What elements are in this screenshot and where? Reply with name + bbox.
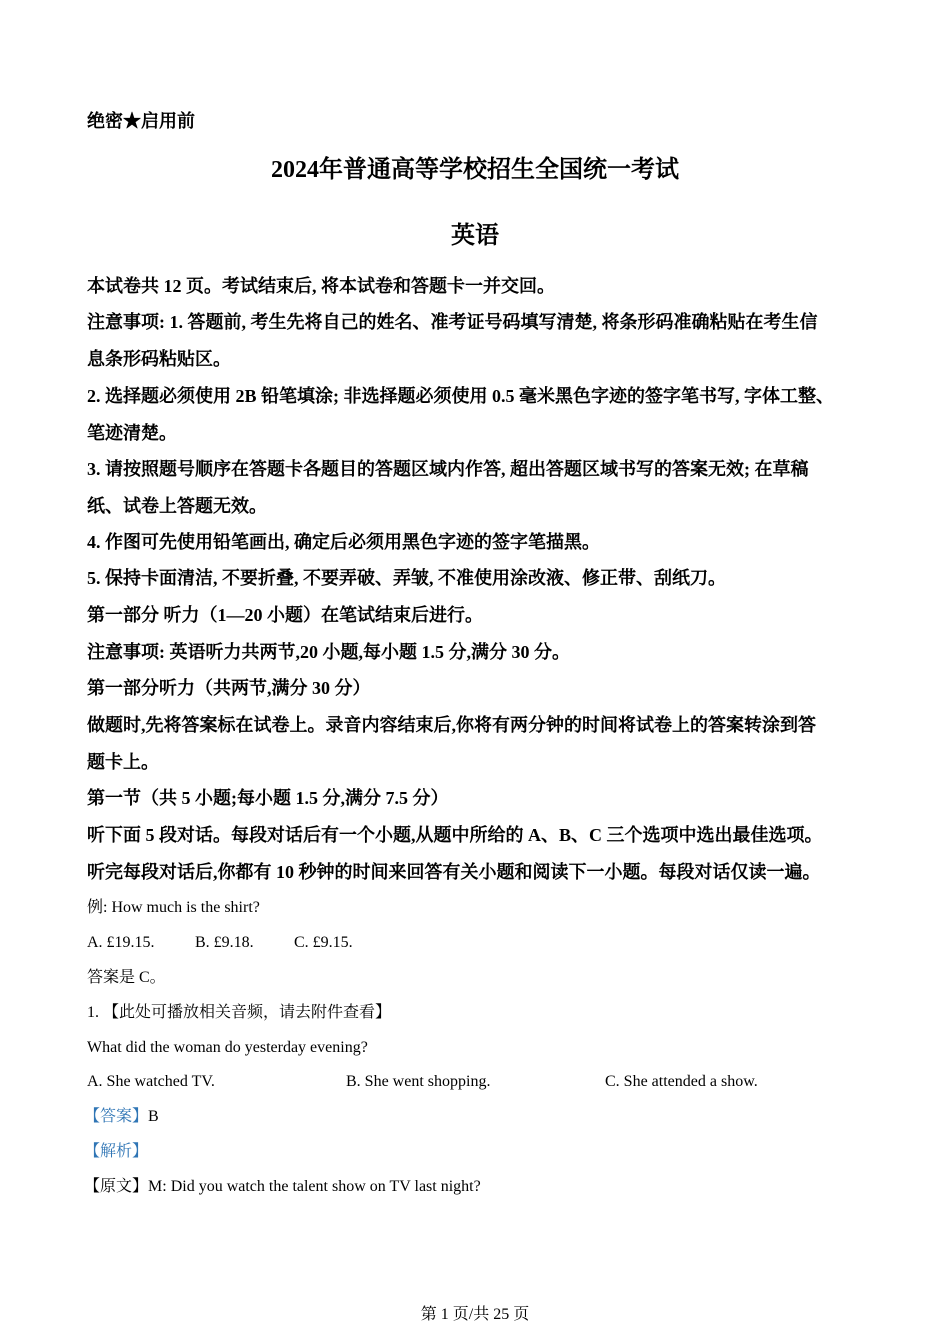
section-heading: 第一部分 听力（1—20 小题）在笔试结束后进行。 [87,605,483,625]
example-answer: 答案是 C。 [87,969,166,986]
instruction-line: 本试卷共 12 页。考试结束后, 将本试卷和答题卡一并交回。 [87,276,555,296]
section-heading: 第一节（共 5 小题;每小题 1.5 分,满分 7.5 分） [87,788,449,808]
answer-label: 【答案】 [84,1108,149,1125]
instruction-line: 听下面 5 段对话。每段对话后有一个小题,从题中所给的 A、B、C 三个选项中选出最佳选项。 [87,825,823,845]
example-option-b: B. £9.18. [195,934,254,951]
example-question: 例: How much is the shirt? [87,899,260,916]
audio-note[interactable]: 1. 【此处可播放相关音频，请去附件查看】 [87,1004,392,1021]
analysis-label: 【解析】 [84,1143,149,1160]
instruction-line: 5. 保持卡面清洁, 不要折叠, 不要弄破、弄皱, 不准使用涂改液、修正带、刮纸刀。 [87,568,726,588]
instruction-line: 做题时,先将答案标在试卷上。录音内容结束后,你将有两分钟的时间将试卷上的答案转涂到答 [87,715,816,735]
instruction-line: 3. 请按照题号顺序在答题卡各题目的答题区域内作答, 超出答题区域书写的答案无效; 在草稿 [87,459,809,479]
page-footer: 第 1 页/共 25 页 [420,1306,530,1323]
transcript-label: 【原文】 [84,1178,149,1195]
instruction-line: 题卡上。 [87,752,159,772]
question-1: What did the woman do yesterday evening? [87,1039,368,1056]
transcript-row [84,1179,481,1195]
q1-option-b: B. She went shopping. [346,1073,491,1090]
instruction-line: 笔迹清楚。 [87,423,177,443]
confidential-header: 绝密★启用前 [87,111,195,131]
exam-title: 2024年普通高等学校招生全国统一考试 [271,157,679,183]
q1-option-a: A. She watched TV. [87,1073,215,1090]
example-option-c: C. £9.15. [294,934,353,951]
example-option-a: A. £19.15. [87,934,155,951]
answer-row [84,1109,159,1125]
instruction-line: 息条形码粘贴区。 [87,349,231,369]
answer-value: B [148,1108,159,1125]
instruction-line: 4. 作图可先使用铅笔画出, 确定后必须用黑色字迹的签字笔描黑。 [87,532,600,552]
instruction-line: 2. 选择题必须使用 2B 铅笔填涂; 非选择题必须使用 0.5 毫米黑色字迹的签字笔书写, 字体工整、 [87,386,834,406]
transcript-text: M: Did you watch the talent show on TV last night? [148,1178,481,1195]
instruction-line: 注意事项: 英语听力共两节,20 小题,每小题 1.5 分,满分 30 分。 [87,642,570,662]
subject-title: 英语 [451,223,499,249]
section-heading: 第一部分听力（共两节,满分 30 分） [87,678,371,698]
instruction-line: 注意事项: 1. 答题前, 考生先将自己的姓名、准考证号码填写清楚, 将条形码准确粘贴在考生信 [87,312,818,332]
instruction-line: 听完每段对话后,你都有 10 秒钟的时间来回答有关小题和阅读下一小题。每段对话仅读一遍。 [87,862,821,882]
q1-option-c: C. She attended a show. [605,1073,758,1090]
instruction-line: 纸、试卷上答题无效。 [87,496,267,516]
